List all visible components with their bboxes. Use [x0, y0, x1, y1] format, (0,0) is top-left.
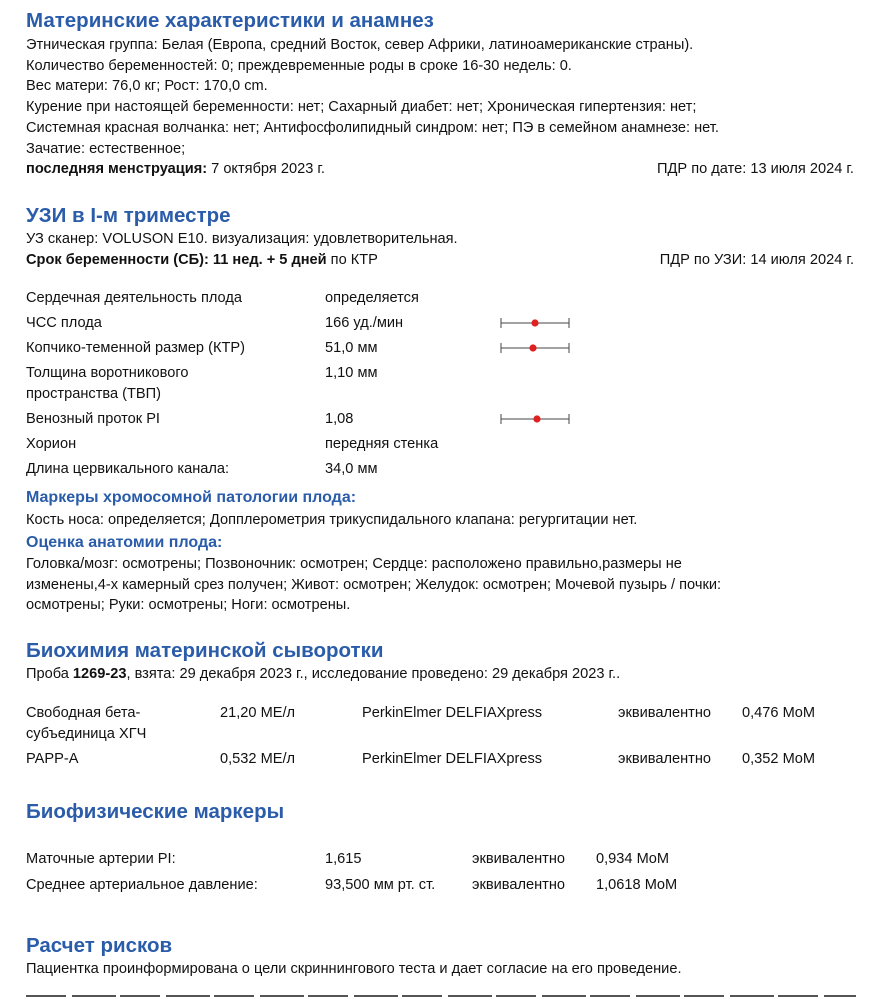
consent-text: Пациентка проинформирована о цели скриннингового теста и дает согласие на его проведение.	[26, 961, 682, 977]
equivalent-label: эквивалентно	[618, 751, 711, 767]
table-row	[26, 363, 854, 409]
table-row	[26, 875, 854, 901]
table-row	[26, 288, 854, 313]
risk-section-title: Расчет рисков	[26, 934, 173, 957]
gestational-age-row	[26, 250, 854, 271]
marker-mom: 1,0618 MoM	[596, 877, 678, 893]
sample-suffix: , взята: 29 декабря 2023 г., исследование проведено: 29 декабря 2023 г..	[126, 666, 621, 682]
biochemistry-section-title: Биохимия материнской сыворотки	[26, 639, 384, 662]
pregnancies-text: Количество беременностей: 0; преждевременные роды в сроке 16-30 недель: 0.	[26, 57, 572, 74]
fhr-marker	[531, 319, 538, 326]
row-value: 51,0 мм	[325, 340, 378, 356]
table-row	[26, 849, 854, 875]
analyte-name: PAPP-A	[26, 751, 79, 767]
marker-name: Маточные артерии PI:	[26, 851, 176, 867]
row-label: Хорион	[26, 436, 77, 452]
weight-height-text: Вес матери: 76,0 кг; Рост: 170,0 cm.	[26, 78, 268, 95]
crl-marker	[529, 344, 536, 351]
equivalent-label: эквивалентно	[472, 877, 565, 893]
sample-line	[26, 664, 620, 685]
edd-by-date: ПДР по дате: 13 июля 2024 г.	[657, 161, 854, 178]
lmp-label: последняя менструация:	[26, 161, 208, 178]
row-label-cont: пространства (ТВП)	[26, 386, 162, 402]
row-label: Копчико-теменной размер (КТР)	[26, 340, 245, 356]
anatomy-text: осмотрены; Руки: осмотрены; Ноги: осмотрены.	[26, 597, 351, 614]
equivalent-label: эквивалентно	[472, 851, 565, 867]
marker-mom: 0,934 MoM	[596, 851, 670, 867]
marker-value: 1,615	[325, 851, 362, 867]
analyte-name: Свободная бета-	[26, 705, 141, 721]
lupus-text: Системная красная волчанка: нет; Антифосфолипидный синдром: нет; ПЭ в семейном анамнезе: нет.	[26, 119, 719, 136]
chromosomal-markers-text: Кость носа: определяется; Допплерометрия трикуспидального клапана: регургитации нет.	[26, 512, 638, 528]
chromosomal-markers-title: Маркеры хромосомной патологии плода:	[26, 489, 357, 506]
table-row	[26, 434, 854, 459]
row-label: Длина цервикального канала:	[26, 461, 230, 477]
scanner-text: УЗ сканер: VOLUSON E10. визуализация: удовлетворительная.	[26, 231, 458, 247]
anatomy-title: Оценка анатомии плода:	[26, 534, 223, 551]
dv-range-bar	[500, 413, 570, 425]
biochemistry-table	[26, 703, 854, 774]
row-label: Венозный проток PI	[26, 411, 160, 427]
edd-by-us: ПДР по УЗИ: 14 июля 2024 г.	[659, 251, 854, 268]
gestational-age: Срок беременности (СБ): 11 нед. + 5 дней	[26, 251, 327, 268]
analyte-method: PerkinElmer DELFIAXpress	[362, 705, 543, 721]
row-value: определяется	[325, 290, 419, 306]
maternal-section-title: Материнские характеристики и анамнез	[26, 9, 434, 32]
biophysical-section-title: Биофизические маркеры	[26, 800, 285, 823]
table-row	[26, 749, 854, 774]
row-label: Толщина воротникового	[26, 365, 189, 381]
lmp-value: 7 октября 2023 г.	[207, 161, 325, 178]
smoking-text: Курение при настоящей беременности: нет; Сахарный диабет: нет; Хроническая гипертензия: нет;	[26, 99, 697, 116]
equivalent-label: эквивалентно	[618, 705, 711, 721]
anatomy-text: Головка/мозг: осмотрены; Позвоночник: осмотрен; Сердце: расположено правильно,размеры не	[26, 556, 682, 572]
ultrasound-section-title: УЗИ в I-м триместре	[26, 204, 231, 227]
analyte-value: 0,532 МЕ/л	[220, 751, 296, 767]
biophysical-table	[26, 849, 854, 901]
analyte-name-cont: субъединица ХГЧ	[26, 726, 147, 742]
analyte-mom: 0,476 MoM	[742, 705, 816, 721]
row-value: 1,10 мм	[325, 365, 378, 381]
marker-name: Среднее артериальное давление:	[26, 877, 258, 893]
analyte-mom: 0,352 MoM	[742, 751, 816, 767]
ethnic-group-text: Этническая группа: Белая (Европа, средний Восток, север Африки, латиноамериканские страны).	[26, 37, 694, 53]
fhr-range-bar	[500, 317, 570, 329]
row-value: 1,08	[325, 411, 354, 427]
lmp-row	[26, 159, 854, 180]
crl-range-bar	[500, 342, 570, 354]
analyte-method: PerkinElmer DELFIAXpress	[362, 751, 543, 767]
gestational-age-method: по КТР	[326, 251, 378, 268]
table-row	[26, 338, 854, 363]
table-row	[26, 313, 854, 338]
table-row	[26, 459, 854, 484]
sample-prefix: Проба	[26, 666, 73, 682]
row-label: ЧСС плода	[26, 315, 102, 331]
row-label: Сердечная деятельность плода	[26, 290, 242, 306]
row-value: передняя стенка	[325, 436, 439, 452]
analyte-value: 21,20 МЕ/л	[220, 705, 296, 721]
table-row	[26, 409, 854, 434]
dv-marker	[533, 415, 540, 422]
ultrasound-table	[26, 288, 854, 484]
marker-value: 93,500 мм рт. ст.	[325, 877, 436, 893]
row-value: 166 уд./мин	[325, 315, 404, 331]
conception-text: Зачатие: естественное;	[26, 140, 186, 157]
table-row	[26, 703, 854, 749]
anatomy-text: изменены,4-х камерный срез получен; Живот: осмотрен; Желудок: осмотрен; Мочевой пузырь / почки:	[26, 576, 722, 593]
row-value: 34,0 мм	[325, 461, 378, 477]
sample-id: 1269-23	[72, 666, 127, 682]
